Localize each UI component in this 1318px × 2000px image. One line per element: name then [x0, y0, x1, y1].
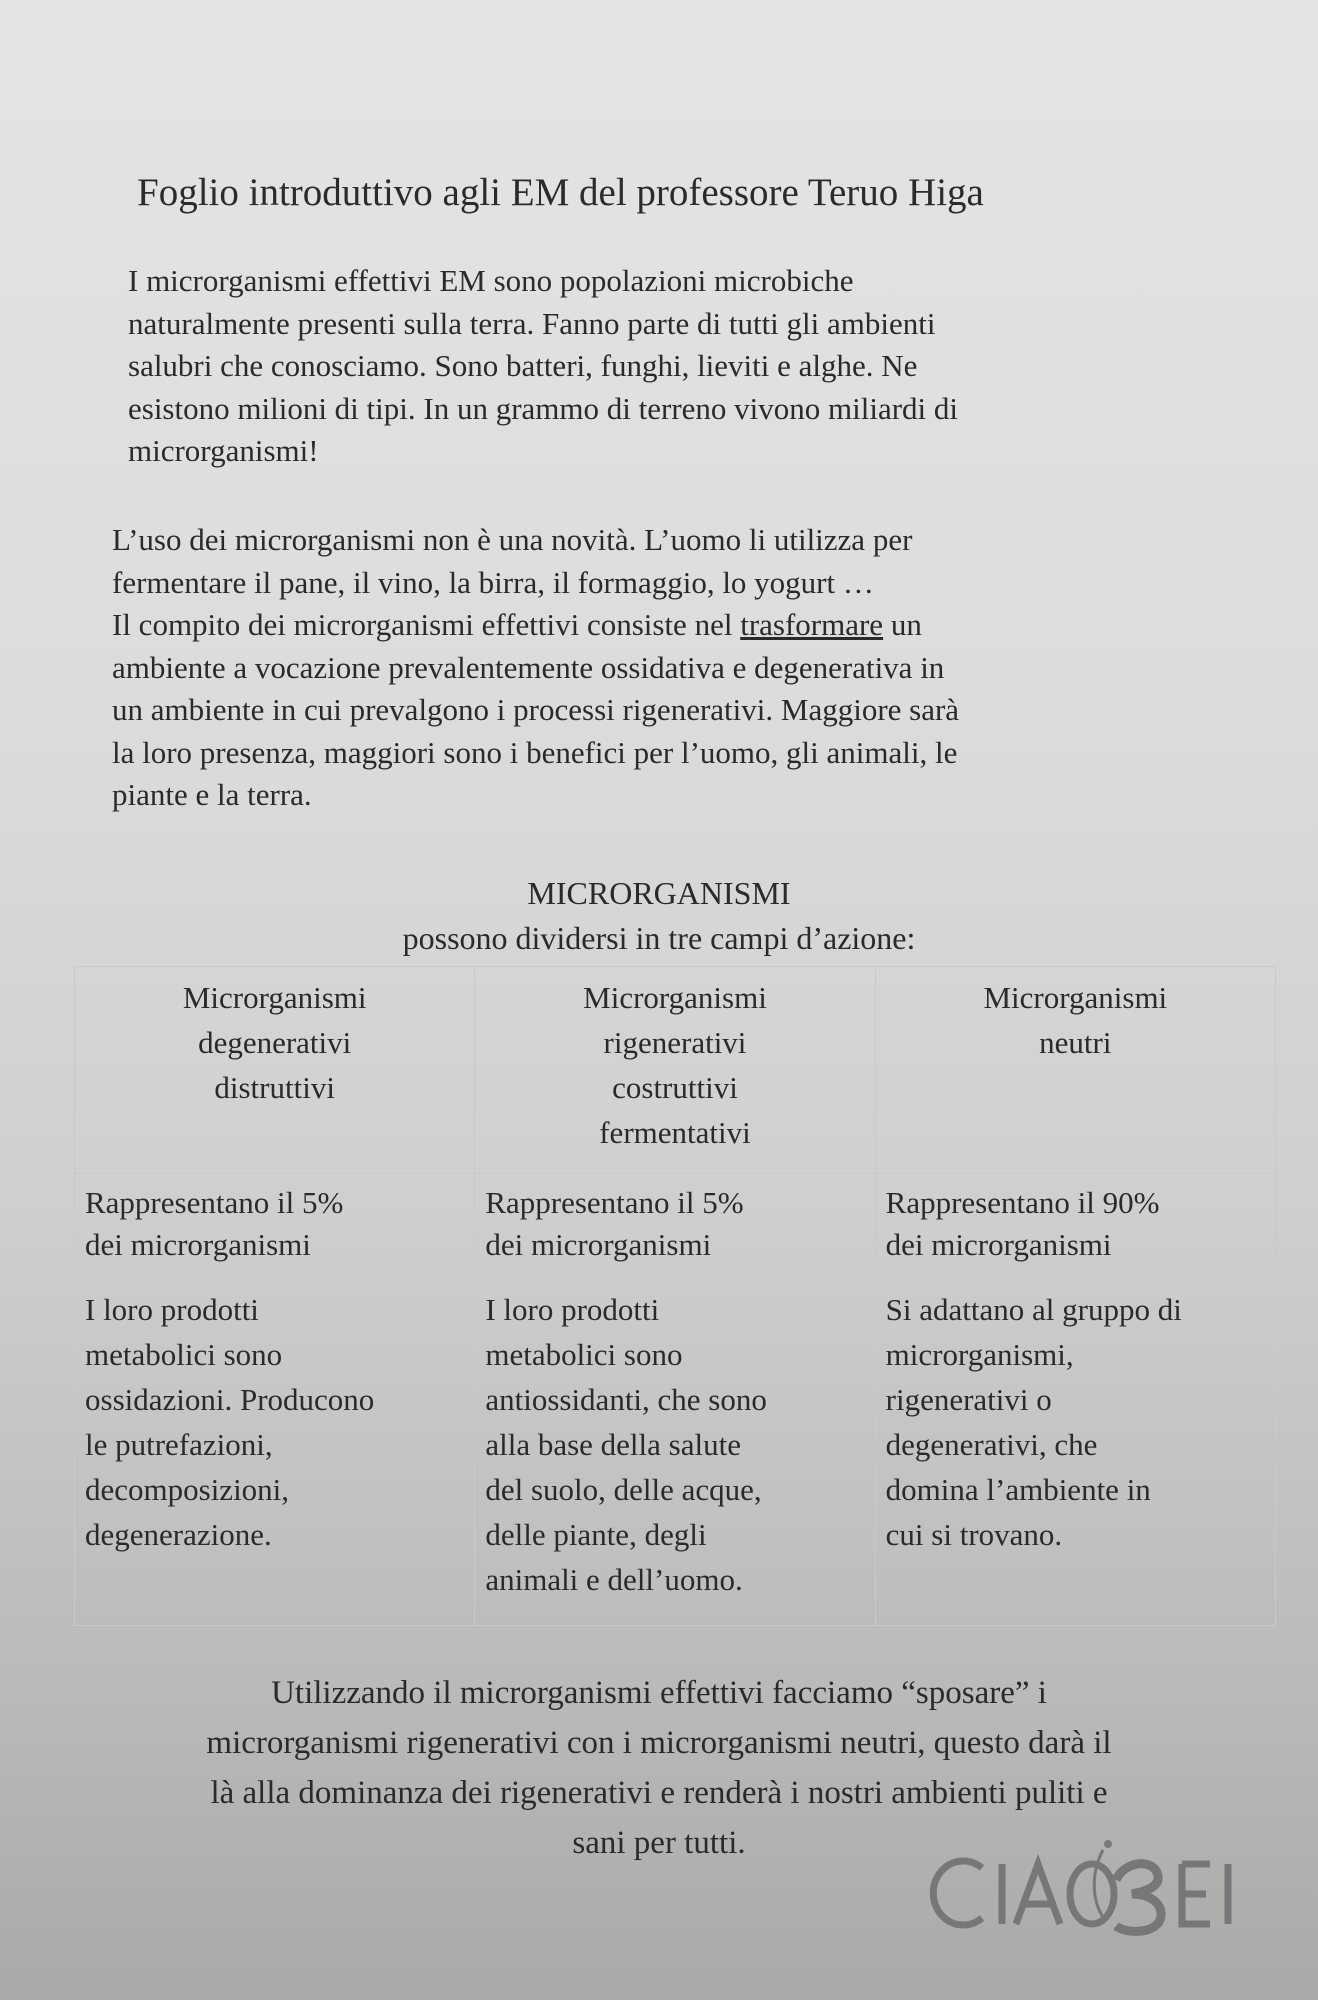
cell-line: metabolici sono	[85, 1337, 283, 1372]
usage-paragraph	[112, 519, 959, 817]
section-subheading: possono dividersi in tre campi d’azione:	[402, 920, 916, 956]
cell-line: domina l’ambiente in	[885, 1472, 1151, 1507]
cell-line: microrganismi,	[885, 1337, 1074, 1372]
cell-line: fermentativi	[599, 1115, 751, 1150]
microorganisms-table	[74, 966, 1276, 1626]
cell-line: metabolici sono	[485, 1337, 683, 1372]
text-line: salubri che conosciamo. Sono batteri, funghi, lieviti e alghe. Ne	[128, 348, 918, 383]
cell-line: Microrganismi	[182, 980, 367, 1015]
cell-line: Rappresentano il 5%	[485, 1185, 744, 1220]
text-line	[112, 604, 959, 647]
cell-line: I loro prodotti	[85, 1292, 259, 1327]
text-line: fermentare il pane, il vino, la birra, il formaggio, lo yogurt …	[112, 564, 874, 600]
cell-line: dei microrganismi	[885, 1227, 1112, 1262]
text-line: esistono milioni di tipi. In un grammo di terreno vivono miliardi di	[128, 390, 959, 426]
text-line: I microrganismi effettivi EM sono popolazioni microbiche	[128, 263, 854, 298]
cell-line: degenerazione.	[85, 1517, 272, 1552]
description-cell	[75, 1279, 475, 1626]
share-cell	[875, 1174, 1275, 1279]
text-line: L’uso dei microrganismi non è una novità. L’uomo li utilizza per	[112, 522, 913, 557]
table-row-share	[75, 1174, 1276, 1279]
text-segment: un	[883, 607, 922, 642]
cell-line: antiossidanti, che sono	[485, 1382, 767, 1417]
cell-line: decomposizioni,	[85, 1472, 290, 1507]
cell-line: cui si trovano.	[885, 1517, 1063, 1552]
header-cell-degenerative	[75, 967, 475, 1174]
text-segment: Il compito dei microrganismi effettivi consiste nel	[112, 607, 741, 642]
document-title: Foglio introduttivo agli EM del professore Teruo Higa	[137, 171, 984, 214]
share-cell	[475, 1174, 875, 1279]
cell-line: degenerativi, che	[885, 1427, 1098, 1462]
description-cell	[875, 1279, 1275, 1626]
watermark-logo	[920, 1830, 1260, 1945]
cell-line: Microrganismi	[583, 980, 767, 1015]
underlined-word: trasformare	[740, 607, 884, 642]
cell-line: costruttivi	[612, 1070, 738, 1105]
cell-line: I loro prodotti	[485, 1292, 660, 1327]
cell-line: distruttivi	[214, 1070, 335, 1105]
header-cell-neutral	[875, 967, 1275, 1174]
text-line: là alla dominanza dei rigenerativi e renderà i nostri ambienti puliti e	[210, 1775, 1108, 1811]
cell-line: neutri	[1039, 1025, 1112, 1060]
table-header-row	[75, 967, 1276, 1174]
text-line: la loro presenza, maggiori sono i benefici per l’uomo, gli animali, le	[112, 734, 958, 770]
cell-line: alla base della salute	[485, 1427, 741, 1462]
cell-line: Rappresentano il 90%	[885, 1185, 1160, 1220]
cell-line: del suolo, delle acque,	[485, 1472, 762, 1507]
cell-line: degenerativi	[198, 1025, 352, 1060]
cell-line: animali e dell’uomo.	[485, 1562, 743, 1597]
cell-line: dei microrganismi	[485, 1227, 712, 1262]
cell-line: dei microrganismi	[85, 1227, 311, 1262]
intro-paragraph	[128, 260, 958, 473]
text-line: microrganismi!	[128, 433, 319, 468]
cell-line: le putrefazioni,	[85, 1427, 273, 1462]
text-line: microrganismi rigenerativi con i microrganismi neutri, questo darà il	[206, 1725, 1112, 1761]
header-cell-regenerative	[475, 967, 875, 1174]
cell-line: Microrganismi	[983, 980, 1168, 1015]
cell-line: Rappresentano il 5%	[85, 1185, 344, 1220]
cell-line: rigenerativi	[603, 1025, 747, 1060]
cell-line: ossidazioni. Producono	[85, 1382, 375, 1417]
table-row-description	[75, 1279, 1276, 1626]
description-cell	[475, 1279, 875, 1626]
text-line: sani per tutti.	[572, 1825, 746, 1861]
share-cell	[75, 1174, 475, 1279]
text-line: naturalmente presenti sulla terra. Fanno parte di tutti gli ambienti	[128, 305, 936, 341]
cell-line: delle piante, degli	[485, 1517, 707, 1552]
cell-line: Si adattano al gruppo di	[885, 1292, 1182, 1327]
cell-line: rigenerativi o	[885, 1382, 1052, 1417]
section-heading: MICRORGANISMI	[527, 875, 791, 911]
text-line: piante e la terra.	[112, 777, 312, 812]
ciao3ei-logo-icon	[920, 1830, 1260, 1940]
text-line: Utilizzando il microrganismi effettivi facciamo “sposare” i	[271, 1675, 1047, 1711]
text-line: un ambiente in cui prevalgono i processi rigenerativi. Maggiore sarà	[112, 692, 960, 727]
text-line: ambiente a vocazione prevalentemente ossidativa e degenerativa in	[112, 649, 945, 685]
